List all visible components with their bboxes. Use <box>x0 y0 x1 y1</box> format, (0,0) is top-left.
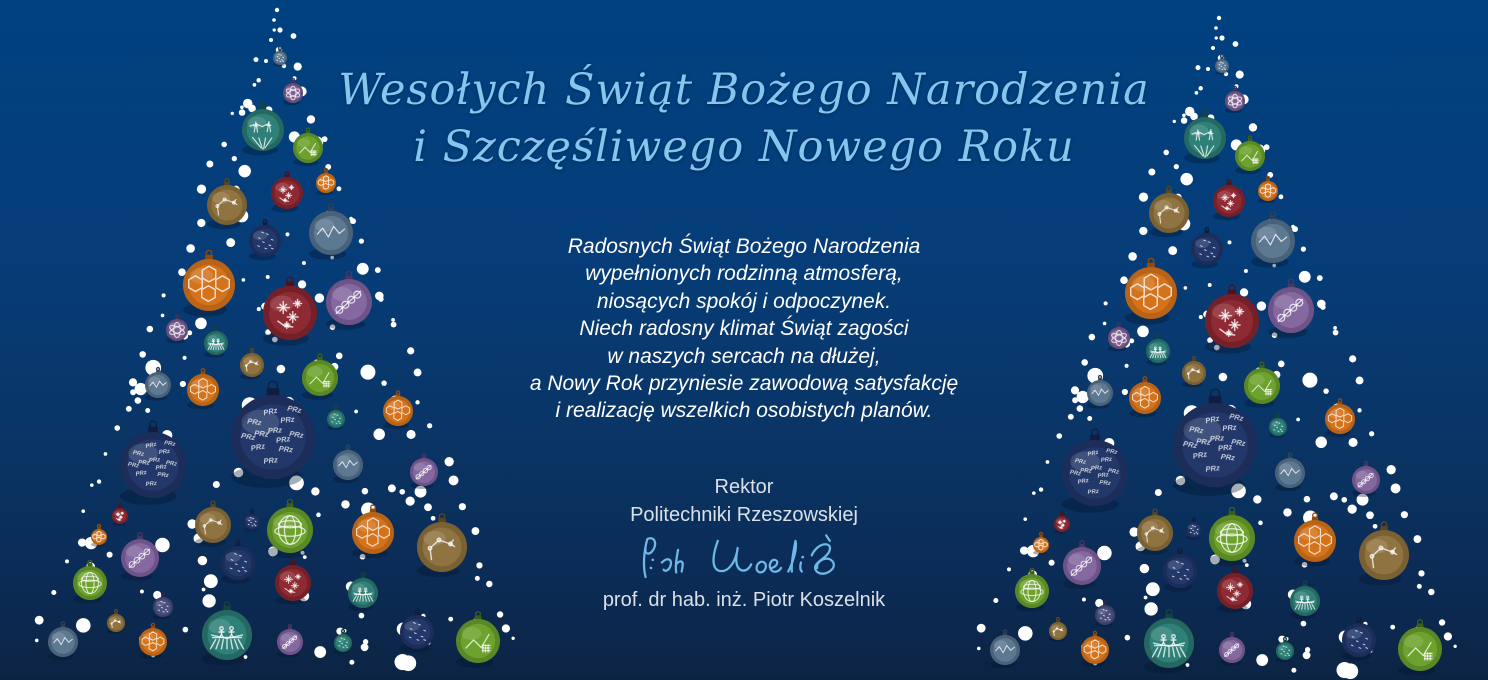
svg-text:PRz: PRz <box>253 428 269 439</box>
svg-text:PRz: PRz <box>1097 472 1110 480</box>
svg-text:PRz: PRz <box>158 448 171 457</box>
svg-text:PRz: PRz <box>1090 465 1103 473</box>
svg-text:PRz: PRz <box>1209 433 1225 444</box>
svg-text:PRz: PRz <box>1228 411 1245 424</box>
svg-text:PRz: PRz <box>148 457 161 465</box>
svg-text:PRz: PRz <box>1217 442 1233 454</box>
title-line-1: Wesołych Świąt Bożego Narodzenia <box>338 65 1150 115</box>
message-line: wypełnionych rodzinną atmosferą, <box>585 262 903 286</box>
svg-text:PRz: PRz <box>267 425 283 436</box>
rector-signature <box>619 530 869 586</box>
svg-text:PRz: PRz <box>1192 449 1208 461</box>
svg-text:PRz: PRz <box>1105 448 1118 457</box>
svg-text:PRz: PRz <box>165 460 178 468</box>
svg-text:PRz: PRz <box>135 469 148 478</box>
svg-text:PRz: PRz <box>127 461 140 470</box>
message-line: i realizację wszelkich osobistych planów. <box>555 399 933 423</box>
svg-text:PRz: PRz <box>1087 488 1100 497</box>
message-line: a Nowy Rok przyniesie zawodową satysfakcję <box>529 372 959 396</box>
svg-text:PRz: PRz <box>145 441 158 450</box>
svg-text:PRz: PRz <box>286 403 303 416</box>
title-line-2: i Szczęśliwego Nowego Roku <box>413 122 1075 172</box>
svg-text:PRz: PRz <box>145 480 158 489</box>
svg-text:PRz: PRz <box>1188 424 1205 436</box>
svg-text:PRz: PRz <box>240 430 257 443</box>
signoff-name: prof. dr hab. inż. Piotr Koszelnik <box>602 589 886 611</box>
svg-text:PRz: PRz <box>1107 468 1120 476</box>
svg-text:PRz: PRz <box>163 440 176 449</box>
svg-text:PRz: PRz <box>1195 436 1211 447</box>
message-line: Radosnych Świąt Bożego Narodzenia <box>567 235 921 258</box>
svg-text:PRz: PRz <box>263 455 279 466</box>
svg-text:PRz: PRz <box>1087 449 1100 458</box>
svg-text:PRz: PRz <box>246 416 263 428</box>
svg-text:PRz: PRz <box>137 459 150 467</box>
svg-text:PRz: PRz <box>1077 477 1090 486</box>
svg-text:PRz: PRz <box>1099 479 1111 488</box>
message-line: Niech radosny klimat Świąt zagości <box>579 317 909 341</box>
svg-text:PRz: PRz <box>157 471 169 480</box>
holiday-wishes <box>0 233 1488 428</box>
message-line: niosących spokój i odpoczynek. <box>596 289 892 313</box>
svg-text:PRz: PRz <box>262 405 279 418</box>
svg-text:PRz: PRz <box>275 434 291 446</box>
svg-text:PRz: PRz <box>1182 438 1199 451</box>
svg-text:PRz: PRz <box>278 443 294 455</box>
svg-text:PRz: PRz <box>279 414 296 426</box>
holiday-greeting-title <box>0 62 1488 176</box>
svg-text:PRz: PRz <box>1205 463 1221 474</box>
signoff-institution: Politechniki Rzeszowskiej <box>630 503 858 526</box>
svg-text:PRz: PRz <box>1074 458 1087 466</box>
svg-text:PRz: PRz <box>1069 469 1082 478</box>
message-line: w naszych sercach na dłużej, <box>607 344 881 368</box>
svg-text:PRz: PRz <box>132 450 145 458</box>
svg-text:PRz: PRz <box>1230 437 1247 448</box>
svg-text:PRz: PRz <box>250 441 266 453</box>
svg-text:PRz: PRz <box>1220 451 1236 463</box>
svg-text:PRz: PRz <box>1221 422 1238 434</box>
svg-text:PRz: PRz <box>1204 413 1221 426</box>
signoff-role: Rektor <box>714 476 774 498</box>
svg-text:PRz: PRz <box>1100 456 1113 465</box>
svg-text:PRz: PRz <box>288 429 305 440</box>
svg-text:PRz: PRz <box>1079 467 1092 475</box>
signature-handwriting <box>619 530 869 586</box>
svg-text:PRz: PRz <box>155 464 168 472</box>
